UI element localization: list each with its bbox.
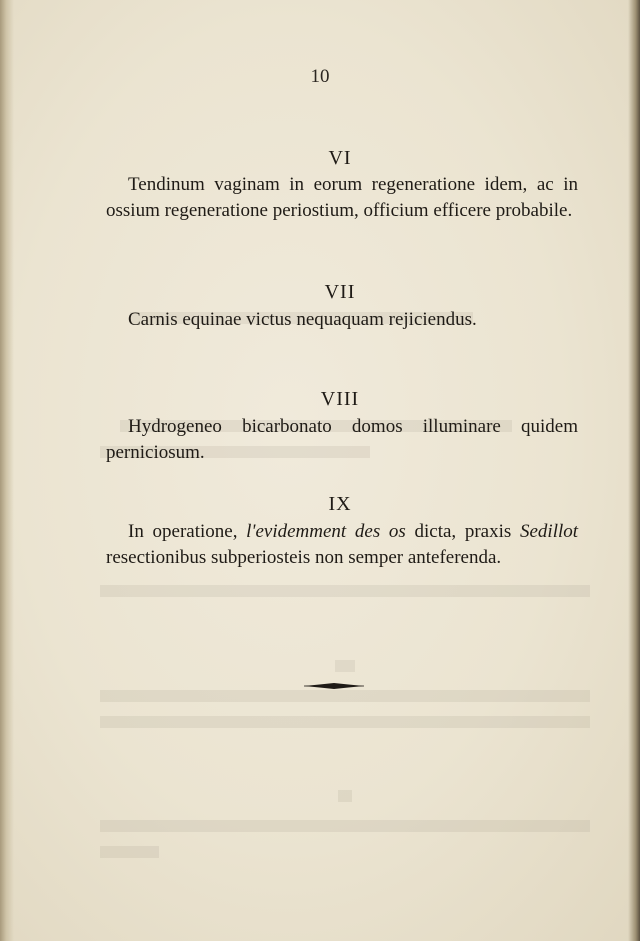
section-text-viii: Hydrogeneo bicarbonato domos illuminare quidem perniciosum. bbox=[106, 416, 578, 463]
ix-text-middle: dicta, praxis bbox=[414, 521, 512, 542]
section-text-ix bbox=[106, 519, 578, 571]
section-heading-ix: IX bbox=[328, 493, 352, 515]
page-gutter-shadow bbox=[0, 0, 14, 941]
page-edge-shadow bbox=[628, 0, 640, 941]
page-number: 10 bbox=[310, 66, 330, 87]
section-text-vi: Tendinum vaginam in eorum regeneratione idem, ac in ossium regeneratione periostium, officium efficere probabile. bbox=[106, 174, 578, 221]
show-through-bleed-3 bbox=[100, 585, 590, 597]
section-heading-vi: VI bbox=[328, 147, 352, 169]
section-heading-vii: VII bbox=[324, 281, 356, 303]
ix-italic-phrase: l'evidemment des os bbox=[246, 521, 406, 542]
section-text-vii: Carnis equinae victus nequaquam rejiciendus. bbox=[128, 309, 477, 330]
ix-text-after: resectionibus subperiosteis non semper anteferenda. bbox=[106, 547, 502, 568]
ix-italic-name: Sedillot bbox=[519, 521, 579, 542]
section-heading-viii: VIII bbox=[320, 388, 360, 410]
show-through-bleed-5 bbox=[100, 790, 590, 858]
show-through-bleed-4 bbox=[100, 660, 590, 728]
ornament-rule-icon bbox=[304, 681, 364, 691]
ix-text-before: In operatione, bbox=[128, 521, 238, 542]
